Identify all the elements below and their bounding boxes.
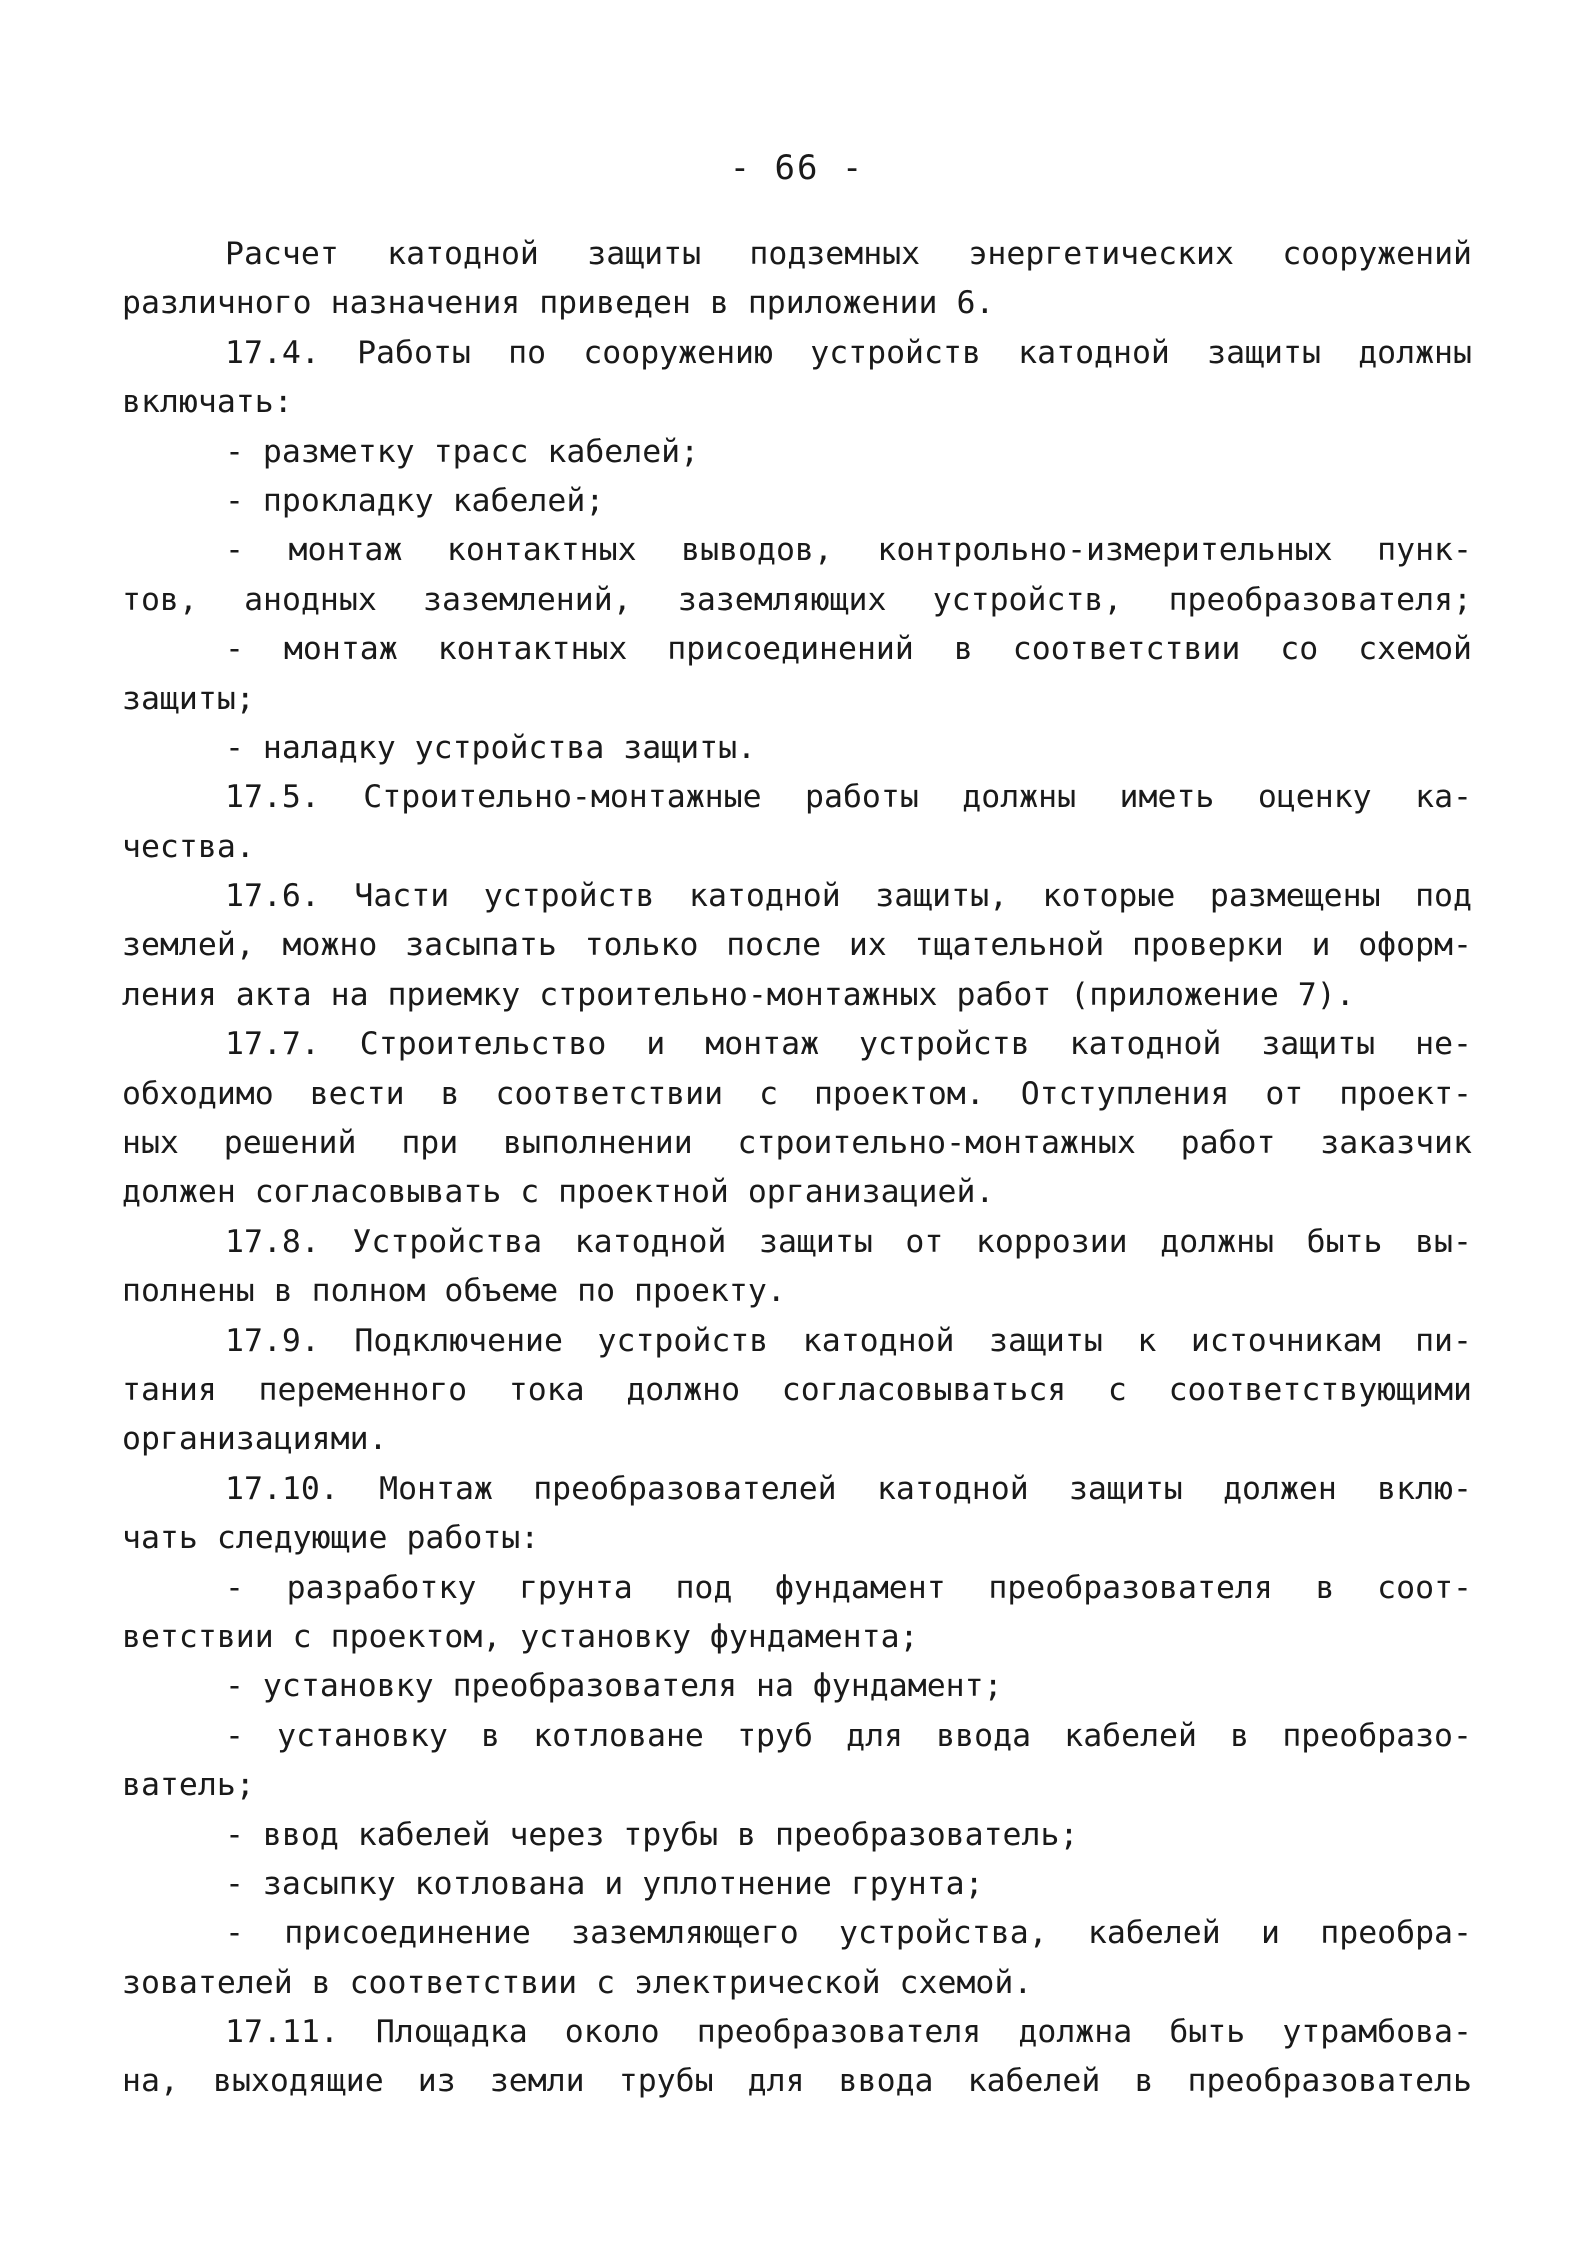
text-line: Расчет катодной защиты подземных энергетических сооружений xyxy=(225,236,1472,272)
text-line: ватель; xyxy=(122,1767,255,1804)
text-line: различного назначения приведен в приложении 6. xyxy=(122,285,995,322)
list-item: - прокладку кабелей; xyxy=(225,482,605,519)
list-item: - засыпку котлована и уплотнение грунта; xyxy=(225,1865,984,1902)
text-line: ления акта на приемку строительно-монтажных работ (приложение 7). xyxy=(122,976,1355,1013)
list-item: - установку преобразователя на фундамент; xyxy=(225,1668,1003,1705)
body-text xyxy=(122,230,1472,2107)
text-line: 17.8. Устройства катодной защиты от коррозии должны быть вы- xyxy=(225,1223,1472,1260)
text-line: ветствии с проектом, установку фундамента; xyxy=(122,1618,919,1655)
list-item: - разработку грунта под фундамент преобразователя в соот- xyxy=(225,1569,1472,1606)
text-line: чать следующие работы: xyxy=(122,1520,540,1557)
text-line: 17.5. Строительно-монтажные работы должны иметь оценку ка- xyxy=(225,779,1472,816)
list-item: - разметку трасс кабелей; xyxy=(225,433,700,470)
text-line: включать: xyxy=(122,384,293,421)
text-line: чества. xyxy=(122,828,255,865)
text-line: зователей в соответствии с электрической схемой. xyxy=(122,1964,1033,2001)
text-line: должен согласовывать с проектной организацией. xyxy=(122,1174,995,1211)
text-line: обходимо вести в соответствии с проектом. Отступления от проект- xyxy=(122,1075,1472,1112)
text-line: 17.11. Площадка около преобразователя должна быть утрамбова- xyxy=(225,2014,1472,2051)
text-line: землей, можно засыпать только после их тщательной проверки и оформ- xyxy=(122,927,1472,964)
list-item: - установку в котловане труб для ввода кабелей в преобразо- xyxy=(225,1717,1472,1754)
text-line: тания переменного тока должно согласовываться с соответствующими xyxy=(122,1371,1472,1408)
list-item: - монтаж контактных выводов, контрольно-измерительных пунк- xyxy=(225,532,1472,569)
text-line: 17.7. Строительство и монтаж устройств катодной защиты не- xyxy=(225,1026,1472,1063)
text-line: тов, анодных заземлений, заземляющих устройств, преобразователя; xyxy=(122,581,1472,618)
text-line: 17.4. Работы по сооружению устройств катодной защиты должны xyxy=(225,334,1472,371)
text-line: ных решений при выполнении строительно-монтажных работ заказчик xyxy=(122,1125,1472,1162)
text-line: 17.10. Монтаж преобразователей катодной защиты должен вклю- xyxy=(225,1470,1472,1507)
list-item: - присоединение заземляющего устройства, кабелей и преобра- xyxy=(225,1915,1472,1952)
text-line: на, выходящие из земли трубы для ввода кабелей в преобразователь xyxy=(122,2063,1472,2100)
page-number: - 66 - xyxy=(729,148,865,188)
list-item: - ввод кабелей через трубы в преобразователь; xyxy=(225,1816,1079,1853)
text-line: 17.9. Подключение устройств катодной защиты к источникам пи- xyxy=(225,1322,1472,1359)
list-item: - наладку устройства защиты. xyxy=(225,729,757,766)
list-item: - монтаж контактных присоединений в соответствии со схемой xyxy=(225,631,1472,668)
text-line: защиты; xyxy=(122,680,255,717)
text-line: 17.6. Части устройств катодной защиты, которые размещены под xyxy=(225,878,1472,915)
text-line: полнены в полном объеме по проекту. xyxy=(122,1273,786,1310)
text-line: организациями. xyxy=(122,1421,388,1458)
